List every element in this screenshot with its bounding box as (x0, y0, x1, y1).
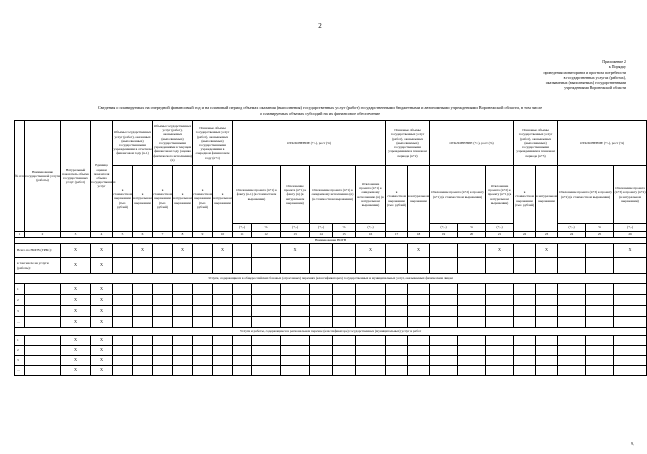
col-number: 26 (614, 232, 647, 238)
vol-plan3-header: Плановые объемы государственных услуг (работ), оказываемых (выполняемых) государственными учреждениями в плановом периоде (n+3) (514, 121, 558, 166)
sub-nat: в натуральном выражении (213, 166, 233, 232)
including-row (15, 258, 647, 274)
x-mark: X (61, 306, 91, 317)
col-number: 8 (173, 232, 193, 238)
x-mark: X (91, 258, 113, 274)
x-mark: X (91, 336, 113, 346)
sub-cost: в стоимостном выражении (тыс. рублей) (386, 166, 408, 232)
col-indicator-header: Натуральный показатель объема государственных услуг (работ) (61, 121, 91, 232)
vol-next-header: Плановые объемы государственных услуг (работ), оказываемых (выполняемых) государственными учреждениями в очередном финансовом году (n+1) (193, 121, 233, 166)
header-row-1 (15, 121, 647, 166)
sub-cost: в стоимостном выражении (тыс. рублей) (514, 166, 536, 232)
section-2-row (15, 328, 647, 336)
section-1-label: Услуги, содержащиеся в общероссийских базовых (отраслевых) перечнях (классификаторах) государственных и муниципальных услуг, оказываемых физическим лицам (15, 274, 647, 284)
x-mark: X (281, 244, 310, 258)
x-mark: X (133, 244, 153, 258)
sub-dev-fact-cost: Отклонение проекта (n+1) к факту (n-1) (в стоимостном выражении) (233, 166, 281, 224)
col-number: 15 (333, 232, 356, 238)
x-mark: X (356, 244, 386, 258)
col-number: 21 (486, 232, 514, 238)
planning-table (14, 120, 647, 376)
deviation-3-header: ОТКЛОНЕНИЕ (+/-), рост (%) (558, 121, 647, 166)
row-number: ... (15, 366, 25, 376)
col-number: 23 (536, 232, 558, 238)
unit-pm: (+,-) (356, 224, 386, 232)
appendix-line-4: в государственных услугах (работах), (563, 75, 626, 80)
appendix-line-5: оказываемых (выполняемых) государственными (545, 81, 626, 86)
x-mark: X (61, 366, 91, 376)
sub-nat: в натуральном выражении (408, 166, 430, 232)
col-number: 10 (213, 232, 233, 238)
row-number: 1 (15, 284, 25, 295)
x-mark: X (91, 295, 113, 306)
unit-pm: (+,-) (233, 224, 252, 232)
vol-current-header: Объемы государственных услуг (работ), оказанных (выполненных) государственными учреждениями в отчетном финансовом году (n-1) (113, 121, 153, 166)
col-number: 24 (558, 232, 586, 238)
x-mark: X (91, 346, 113, 356)
sub-dev2-nat: Отклонение проекта (n+2) к проекту (n+1) (в натуральном выражении) (486, 166, 514, 224)
appendix-line-3: проведения мониторинга и прогноза потребности (543, 70, 626, 75)
page-number: 2 (318, 22, 322, 30)
vol-plan2-header: Плановые объемы государственных услуг (работ), оказываемых (выполняемых) государственными учреждениями в плановом периоде (n+2) (386, 121, 430, 166)
col-number: 12 (252, 232, 281, 238)
x-mark: X (61, 284, 91, 295)
x-mark: X (61, 258, 91, 274)
table-row (15, 336, 647, 346)
col-number: 2 (25, 232, 61, 238)
col-number: 22 (514, 232, 536, 238)
unit-pct: % (333, 224, 356, 232)
vol-fact-header: Объемы государственных услуг (работ), оказываемых (выполняемых) государственными учреждениями в текущем финансовом году (оценка фактического исполнения) (n) (153, 121, 193, 166)
total-row (15, 244, 647, 258)
x-mark: X (61, 295, 91, 306)
table-row (15, 366, 647, 376)
col-number: 25 (586, 232, 614, 238)
col-num-header: № п/п (15, 121, 25, 232)
sub-nat: в натуральном выражении (133, 166, 153, 232)
deviation-1-header: ОТКЛОНЕНИЕ (+/-), рост (%) (233, 121, 386, 166)
col-number: 1 (15, 232, 25, 238)
col-number: 11 (233, 232, 252, 238)
table-row (15, 306, 647, 317)
col-number: 17 (386, 232, 408, 238)
row-number: 2 (15, 295, 25, 306)
x-mark: X (61, 244, 91, 258)
row-number: 1 (15, 336, 25, 346)
sub-dev3-nat: Отклонение проекта (n+3) к проекту (n+2) (в натуральном выражении) (614, 166, 647, 224)
row-number: 3 (15, 306, 25, 317)
table-row (15, 284, 647, 295)
sub-cost: в стоимостном выражении (тыс. рублей) (193, 166, 213, 232)
x-mark: X (536, 244, 558, 258)
appendix-block (396, 60, 626, 92)
x-mark: X (61, 336, 91, 346)
col-number: 7 (153, 232, 173, 238)
col-number: 19 (430, 232, 458, 238)
document-title (14, 105, 626, 117)
title-line-1: Сведения о планируемых на очередной финансовый год и на плановый период объемах оказания (выполнения) государственных услуг (работ) государственными бюджетными и автономными учреждениями Воронежской области, в том числе (97, 105, 543, 110)
col-name-header: Наименование государственной услуги (работы) (25, 121, 61, 232)
x-mark: X (61, 346, 91, 356)
unit-pm: (+,-) (486, 224, 514, 232)
table-row (15, 356, 647, 366)
sub-dev3-cost: Отклонение проекта (n+3) к проекту (n+2) (в стоимостном выражении) (558, 166, 614, 224)
x-mark: X (61, 317, 91, 328)
sub-dev-n-cost: Отклонение проекта (n+1) к ожидаемому исполнению (n) (в стоимостном выражении) (310, 166, 356, 224)
x-mark: X (173, 244, 193, 258)
title-line-2: о планируемых объемах субсидий на их финансовое обеспечение (260, 111, 380, 116)
col-unit-header: Единица оценки показателя объема государственных услуг (91, 121, 113, 232)
x-mark: X (486, 244, 514, 258)
col-number: 18 (408, 232, 430, 238)
col-number: 13 (281, 232, 310, 238)
sub-dev-fact-nat: Отклонение проекта (n+1) к факту (n) (в натуральном выражении) (281, 166, 310, 224)
sub-dev-n-nat: Отклонение проекта (n+1) к ожидаемому исполнению (n) (в натуральном выражении) (356, 166, 386, 224)
unit-pct: % (586, 224, 614, 232)
deviation-2-header: ОТКЛОНЕНИЕ (+/-), рост (%) (430, 121, 514, 166)
x-mark: X (614, 244, 647, 258)
row-number: ... (15, 317, 25, 328)
appendix-line-2: к Порядку (608, 65, 626, 70)
col-number: 3 (61, 232, 91, 238)
x-mark: X (91, 306, 113, 317)
col-number: 6 (133, 232, 153, 238)
sub-cost: в стоимостном выражении (тыс. рублей) (153, 166, 173, 232)
including-label: в том числе на услуги (работы): (15, 258, 61, 274)
col-number: 9 (193, 232, 213, 238)
col-number: 5 (113, 232, 133, 238)
x-mark: X (91, 284, 113, 295)
x-mark: X (61, 356, 91, 366)
x-mark: X (91, 317, 113, 328)
unit-pct: % (458, 224, 486, 232)
x-mark: X (91, 244, 113, 258)
x-mark: X (408, 244, 430, 258)
table-row (15, 317, 647, 328)
unit-pm: (+,-) (558, 224, 586, 232)
sub-dev2-cost: Отклонение проекта (n+2) к проекту (n+1) (в стоимостном выражении) (430, 166, 486, 224)
section-2-label: Услуги и работы, содержащиеся в региональном перечне (классификаторе) государственных (муниципальных) услуг и работ (15, 328, 647, 336)
corner-mark: 9, (631, 441, 634, 446)
section-1-row (15, 274, 647, 284)
sub-nat: в натуральном выражении (173, 166, 193, 232)
col-number: 20 (458, 232, 486, 238)
x-mark: X (91, 356, 113, 366)
unit-pm: (+,-) (281, 224, 310, 232)
appendix-line-1: Приложение 2 (602, 60, 626, 64)
table-row (15, 295, 647, 306)
sub-cost: в стоимостном выражении (тыс. рублей) (113, 166, 133, 232)
ngv-name-label: Наименование НОГВ (15, 238, 647, 244)
total-label: Всего по НОГВ (ГРБС): (15, 244, 61, 258)
x-mark: X (91, 366, 113, 376)
row-number: 3 (15, 356, 25, 366)
col-number: 4 (91, 232, 113, 238)
unit-pm: (+,-) (310, 224, 333, 232)
table-row (15, 346, 647, 356)
unit-pm: (+,-) (614, 224, 647, 232)
appendix-line-6: учреждениями Воронежской области (564, 86, 626, 91)
unit-pm: (+,-) (430, 224, 458, 232)
col-number: 14 (310, 232, 333, 238)
sub-nat: в натуральном выражении (536, 166, 558, 232)
col-number: 16 (356, 232, 386, 238)
unit-pct: % (252, 224, 281, 232)
x-mark: X (213, 244, 233, 258)
row-number: 2 (15, 346, 25, 356)
